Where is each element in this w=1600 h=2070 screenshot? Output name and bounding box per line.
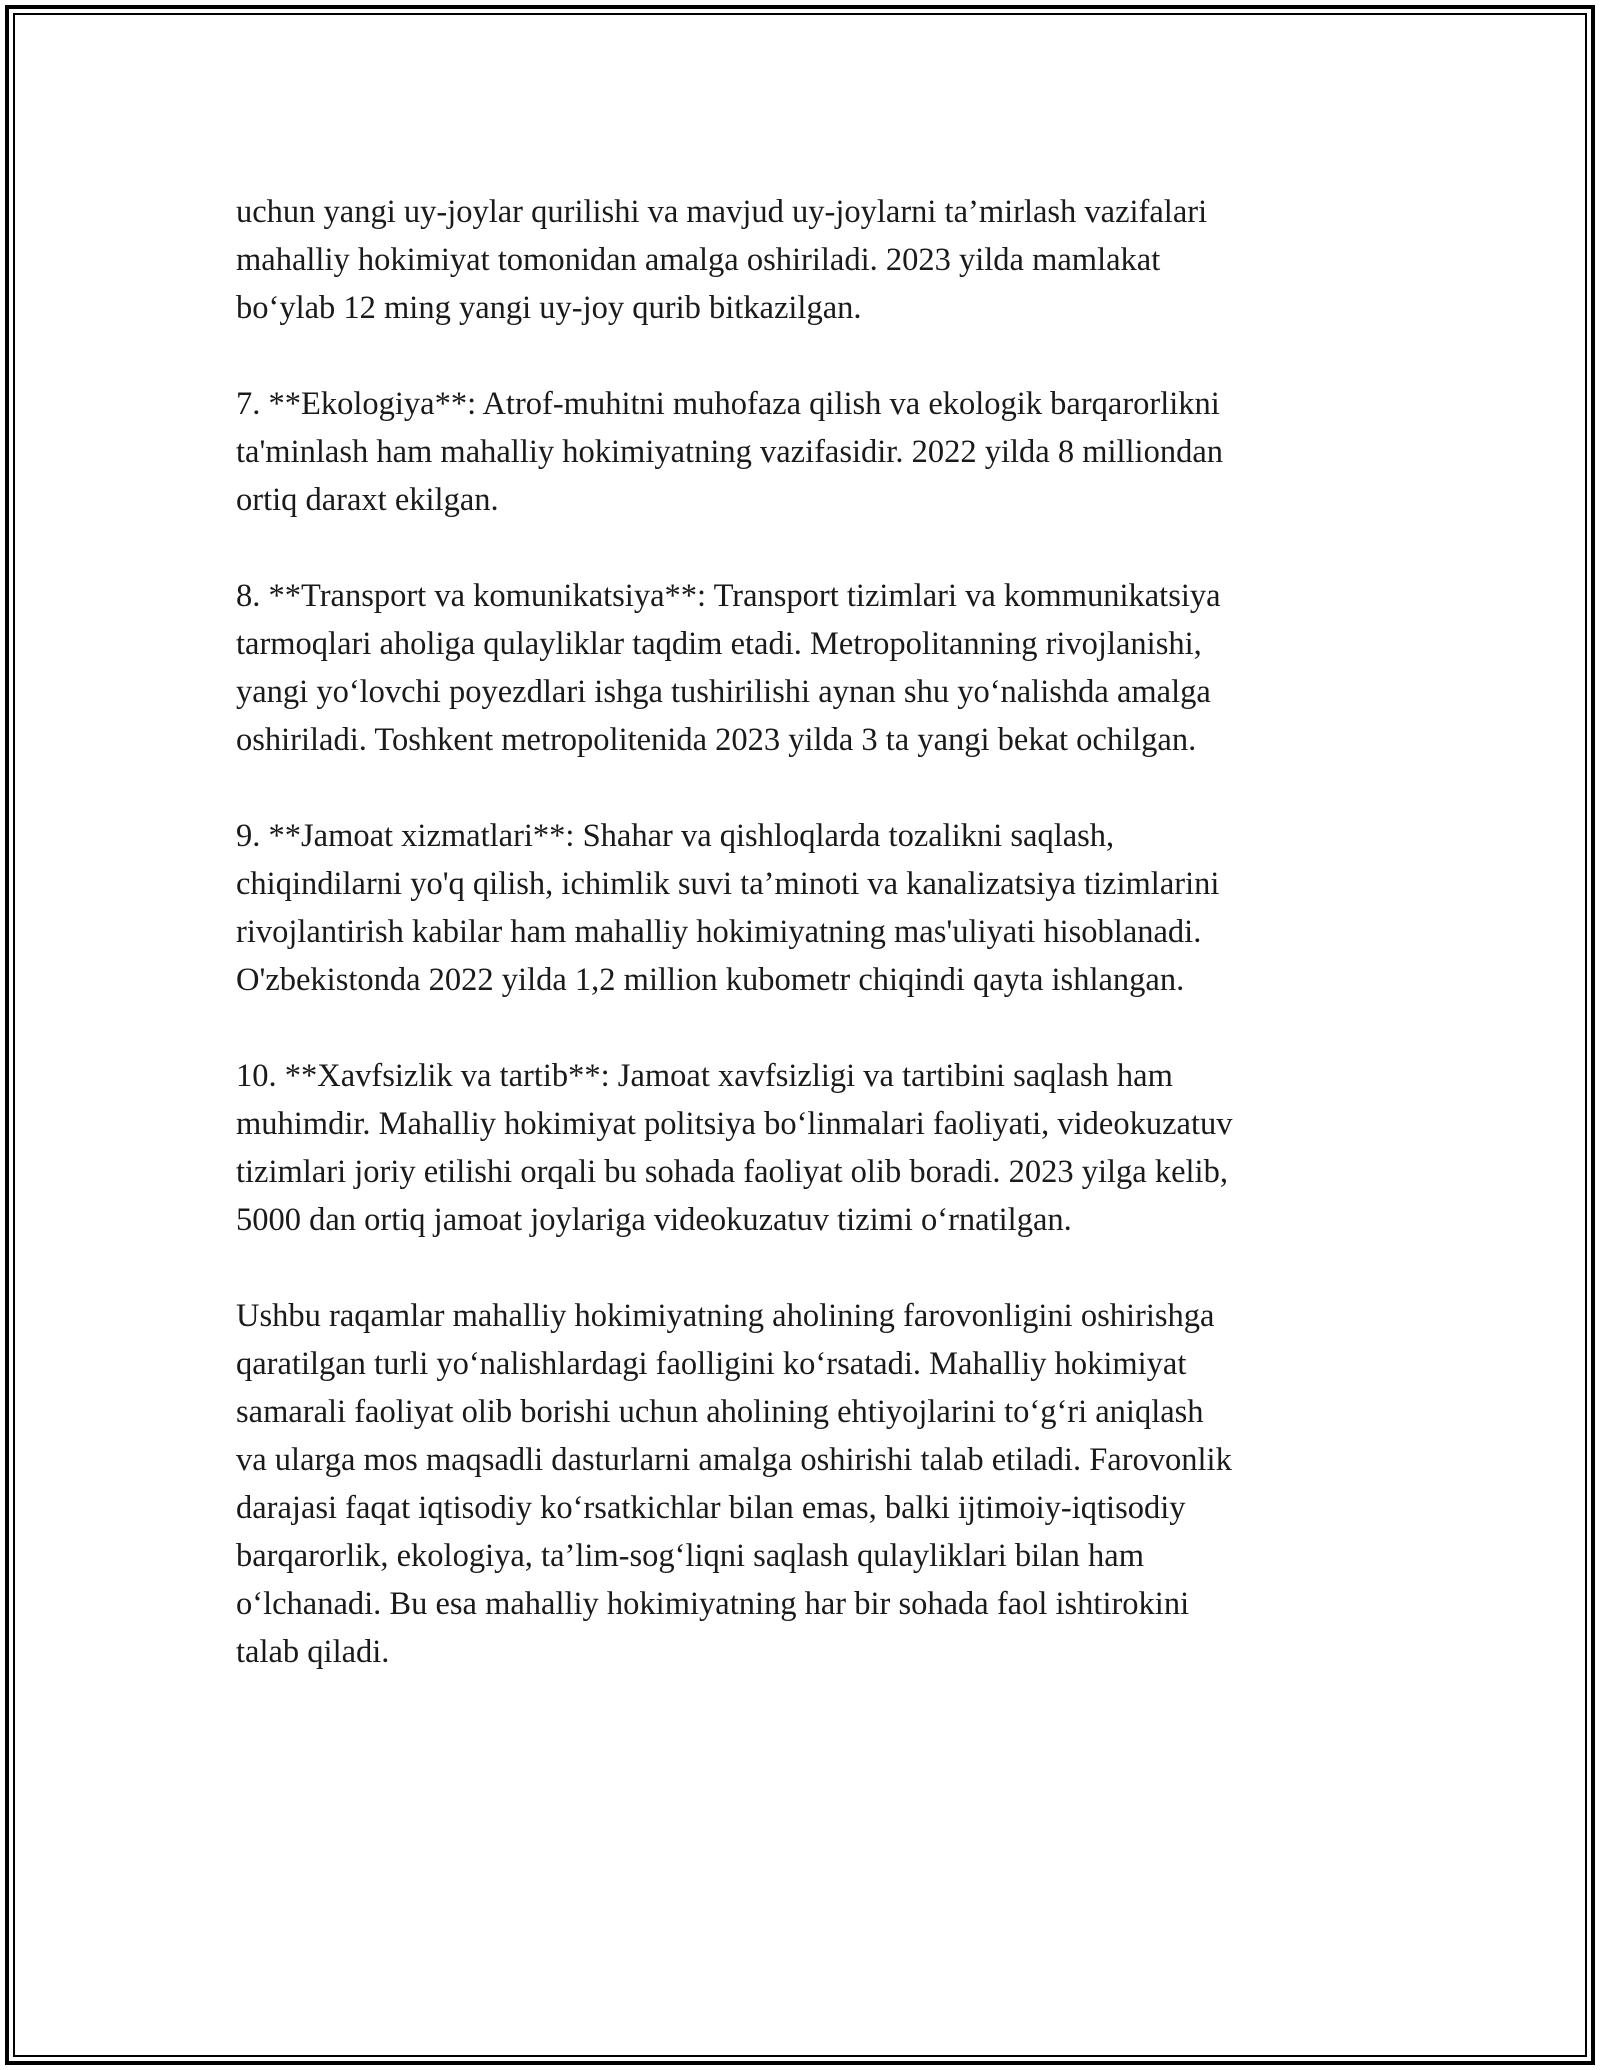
document-body <box>236 188 1386 1676</box>
paragraph-housing-continuation: uchun yangi uy-joylar qurilishi va mavjud uy-joylarni ta’mirlash vazifalari mahalliy hokimiyat tomonidan amalga oshiriladi. 2023 yilda mamlakat bo‘ylab 12 ming yangi uy-joy qurib bitkazilgan. <box>236 194 1208 326</box>
paragraph-conclusion: Ushbu raqamlar mahalliy hokimiyatning aholining farovonligini oshirishga qaratilgan turli yo‘nalishlardagi faolligini ko‘rsatadi. Mahalliy hokimiyat samarali faoliyat olib borishi uchun aholining ehtiyojlarini to‘g‘ri aniqlash va ularga mos maqsadli dasturlarni amalga oshirishi talab etiladi. Farovonlik darajasi faqat iqtisodiy ko‘rsatkichlar bilan emas, balki ijtimoiy-iqtisodiy barqarorlik, ekologiya, ta’lim-sog‘liqni saqlash qulayliklari bilan ham o‘lchanadi. Bu esa mahalliy hokimiyatning har bir sohada faol ishtirokini talab qiladi. <box>236 1298 1232 1670</box>
paragraph-item-8-transport: 8. **Transport va komunikatsiya**: Transport tizimlari va kommunikatsiya tarmoqlari aholiga qulayliklar taqdim etadi. Metropolitanning rivojlanishi, yangi yo‘lovchi poyezdlari ishga tushirilishi aynan shu yo‘nalishda amalga oshiriladi. Toshkent metropolitenida 2023 yilda 3 ta yangi bekat ochilgan. <box>236 578 1221 758</box>
paragraph-item-9-public-services: 9. **Jamoat xizmatlari**: Shahar va qishloqlarda tozalikni saqlash, chiqindilarni yo'q qilish, ichimlik suvi ta’minoti va kanalizatsiya tizimlarini rivojlantirish kabilar ham mahalliy hokimiyatning mas'uliyati hisoblanadi. O'zbekistonda 2022 yilda 1,2 million kubometr chiqindi qayta ishlangan. <box>236 818 1220 998</box>
paragraph-item-7-ecology: 7. **Ekologiya**: Atrof-muhitni muhofaza qilish va ekologik barqarorlikni ta'minlash ham mahalliy hokimiyatning vazifasidir. 2022 yilda 8 milliondan ortiq daraxt ekilgan. <box>236 386 1224 518</box>
paragraph-item-10-security: 10. **Xavfsizlik va tartib**: Jamoat xavfsizligi va tartibini saqlash ham muhimdir. Mahalliy hokimiyat politsiya bo‘linmalari faoliyati, videokuzatuv tizimlari joriy etilishi orqali bu sohada faoliyat olib boradi. 2023 yilga kelib, 5000 dan ortiq jamoat joylariga videokuzatuv tizimi o‘rnatilgan. <box>236 1058 1233 1238</box>
